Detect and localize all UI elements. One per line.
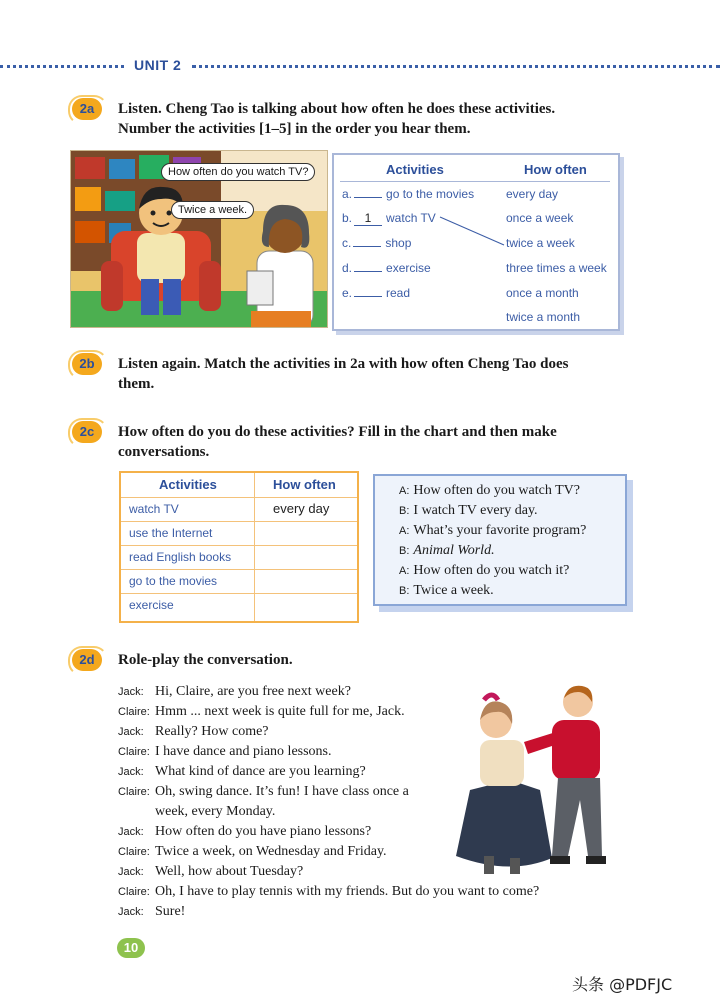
section-badge-2a: 2a: [72, 98, 102, 120]
conversation-line: [399, 483, 580, 499]
speaker: A:: [399, 565, 410, 577]
chart-2c: [119, 471, 359, 623]
frequency-three-times-a-week: three times a week: [506, 261, 607, 275]
dialogue-speaker: Jack:: [118, 766, 144, 778]
dancers-photo: [440, 680, 620, 880]
chart-2c-row: [121, 497, 357, 522]
dialogue-speaker: Jack:: [118, 826, 144, 838]
chart-activity: watch TV: [129, 502, 179, 516]
dialogue-speaker: Jack:: [118, 686, 144, 698]
sample-conversation-box: [373, 474, 627, 606]
speech-bubble-question: How often do you watch TV?: [161, 163, 315, 181]
speaker: A:: [399, 485, 410, 497]
conversation-line: [399, 543, 495, 559]
line-text: Animal World.: [413, 543, 495, 558]
line-text: I watch TV every day.: [413, 503, 538, 518]
row-letter: a.: [342, 187, 353, 201]
section-badge-2c: 2c: [72, 421, 102, 443]
dialogue-speaker: Jack:: [118, 726, 144, 738]
activity-label: read: [386, 286, 411, 300]
dialogue-text: How often do you have piano lessons?: [155, 824, 372, 839]
instruction-2b-line1: Listen again. Match the activities in 2a with how often Cheng Tao does: [118, 356, 569, 372]
activity-label: watch TV: [386, 211, 436, 225]
chart-activity: use the Internet: [129, 526, 213, 540]
dialogue-text: Twice a week, on Wednesday and Friday.: [155, 844, 387, 859]
dialogue-speaker: Jack:: [118, 866, 144, 878]
watermark-text: 头条 @PDFJC: [572, 975, 673, 994]
chart-2c-header-activities: Activities: [159, 477, 217, 492]
frequency-every-day: every day: [506, 187, 559, 201]
row-letter: d.: [342, 261, 353, 275]
frequency-once-a-week: once a week: [506, 211, 574, 225]
chart-2c-row: [121, 521, 357, 546]
instruction-2a-line2: Number the activities [1–5] in the order you hear them.: [118, 121, 471, 137]
activity-label: exercise: [386, 261, 431, 275]
dialogue-text: Really? How come?: [155, 724, 269, 739]
dialogue-speaker: Jack:: [118, 906, 144, 918]
unit-label: UNIT 2: [134, 57, 182, 73]
row-letter: b.: [342, 211, 353, 225]
line-text: Twice a week.: [413, 583, 494, 598]
dialogue-text: Sure!: [155, 904, 186, 919]
frequency-twice-a-week: twice a week: [506, 236, 575, 250]
instruction-2c-line2: conversations.: [118, 444, 210, 460]
line-text: How often do you watch TV?: [413, 483, 580, 498]
page-number: 10: [117, 938, 145, 958]
header-dotted-line-left: [0, 65, 124, 68]
chart-activity: go to the movies: [129, 574, 218, 588]
dialogue-text: Hi, Claire, are you free next week?: [155, 684, 351, 699]
conversation-line: [399, 523, 586, 539]
line-text: How often do you watch it?: [413, 563, 570, 578]
speaker: A:: [399, 525, 410, 537]
chart-2c-row: [121, 545, 357, 570]
speaker: B:: [399, 545, 410, 557]
speaker: B:: [399, 505, 410, 517]
answer-blank[interactable]: 1: [354, 211, 382, 226]
activity-label: go to the movies: [386, 187, 475, 201]
instruction-2b-line2: them.: [118, 376, 155, 392]
dialogue-speaker: Claire:: [118, 846, 150, 858]
conversation-line: [399, 563, 569, 579]
chart-activity: read English books: [129, 550, 232, 564]
speaker: B:: [399, 585, 410, 597]
header-dotted-line-right: [192, 65, 720, 68]
conversation-line: [399, 583, 494, 599]
dialogue-speaker: Claire:: [118, 786, 150, 798]
section-badge-2b: 2b: [72, 353, 102, 375]
chart-frequency-input[interactable]: every day: [273, 501, 330, 516]
instruction-2d: Role-play the conversation.: [118, 652, 293, 668]
chart-2c-row: [121, 569, 357, 594]
chart-activity: exercise: [129, 598, 174, 612]
chart-2c-row: [121, 593, 357, 618]
dialogue-text: week, every Monday.: [155, 804, 276, 819]
instruction-2a-line1: Listen. Cheng Tao is talking about how often he does these activities.: [118, 101, 556, 117]
cartoon-illustration: [70, 150, 328, 328]
dialogue-speaker: Claire:: [118, 746, 150, 758]
dialogue-text: What kind of dance are you learning?: [155, 764, 366, 779]
frequency-once-a-month: once a month: [506, 286, 579, 300]
row-letter: c.: [342, 236, 352, 250]
match-line: [334, 155, 618, 329]
instruction-2c-line1: How often do you do these activities? Fill in the chart and then make: [118, 424, 557, 440]
table-2a-header-how-often: How often: [524, 162, 587, 177]
dialogue-speaker: Claire:: [118, 706, 150, 718]
activity-label: shop: [385, 236, 412, 250]
line-text: What’s your favorite program?: [413, 523, 587, 538]
frequency-twice-a-month: twice a month: [506, 310, 581, 324]
row-letter: e.: [342, 286, 353, 300]
chart-2c-header-how-often: How often: [273, 477, 336, 492]
dialogue-speaker: Claire:: [118, 886, 150, 898]
speech-bubble-answer: Twice a week.: [171, 201, 254, 219]
dialogue-text: I have dance and piano lessons.: [155, 744, 332, 759]
dialogue-text: Well, how about Tuesday?: [155, 864, 304, 879]
dialogue-text: Oh, swing dance. It’s fun! I have class once a: [155, 784, 409, 799]
dialogue-text: Oh, I have to play tennis with my friends. But do you want to come?: [155, 884, 540, 899]
conversation-line: [399, 503, 538, 519]
table-2a: [332, 153, 620, 331]
table-2a-header-activities: Activities: [386, 162, 444, 177]
dialogue-text: Hmm ... next week is quite full for me, Jack.: [155, 704, 405, 719]
section-badge-2d: 2d: [72, 649, 102, 671]
